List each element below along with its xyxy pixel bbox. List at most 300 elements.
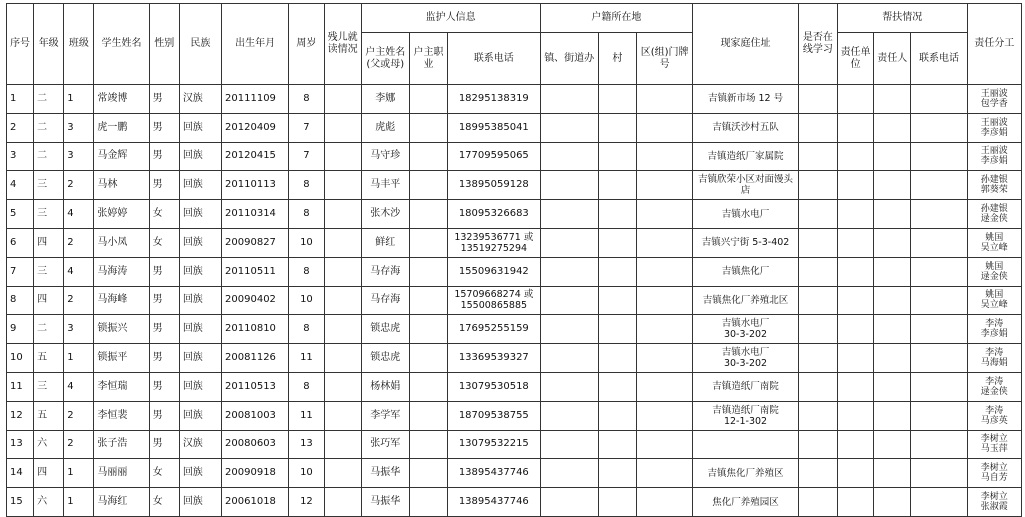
table-row — [7, 459, 1022, 488]
cell-hukou-town — [540, 344, 598, 373]
cell-help-person — [874, 488, 911, 517]
cell-ethnicity: 回族 — [179, 488, 221, 517]
cell-hukou-town — [540, 459, 598, 488]
cell-hukou-town — [540, 430, 598, 459]
cell-guardian-job — [409, 459, 447, 488]
cell-duty-line: 马玉萍 — [980, 444, 1008, 455]
cell-seq: 2 — [7, 113, 34, 142]
cell-birth: 20110810 — [222, 315, 289, 344]
col-ethnicity: 民族 — [179, 4, 221, 85]
cell-ethnicity: 回族 — [179, 459, 221, 488]
cell-address: 吉镇新市场 12 号 — [693, 85, 799, 114]
table-row — [7, 257, 1022, 286]
cell-ethnicity: 汉族 — [179, 430, 221, 459]
cell-hukou-village — [598, 459, 636, 488]
cell-gender: 男 — [149, 286, 179, 315]
cell-duty — [967, 401, 1021, 430]
cell-ethnicity: 回族 — [179, 401, 221, 430]
cell-age: 7 — [289, 113, 324, 142]
cell-name: 马小凤 — [94, 228, 149, 257]
cell-help-person — [874, 286, 911, 315]
cell-guardian-phone: 17695255159 — [448, 315, 540, 344]
table-row — [7, 315, 1022, 344]
cell-disability — [324, 257, 361, 286]
cell-guardian-phone: 13369539327 — [448, 344, 540, 373]
col-guardian-job: 户主职业 — [409, 33, 447, 85]
cell-online — [798, 344, 837, 373]
cell-guardian-job — [409, 228, 447, 257]
table-row — [7, 113, 1022, 142]
cell-help-person — [874, 257, 911, 286]
cell-guardian-job — [409, 430, 447, 459]
cell-duty-line: 李树立 — [980, 463, 1008, 474]
cell-ethnicity: 回族 — [179, 142, 221, 171]
cell-birth: 20090918 — [222, 459, 289, 488]
cell-address: 吉镇欣荣小区对面馒头店 — [693, 171, 799, 200]
cell-hukou-village — [598, 488, 636, 517]
cell-age: 8 — [289, 85, 324, 114]
cell-gender: 男 — [149, 315, 179, 344]
cell-grade: 五 — [34, 401, 64, 430]
cell-age: 10 — [289, 286, 324, 315]
cell-online — [798, 228, 837, 257]
cell-duty-line: 马彦英 — [980, 415, 1008, 426]
cell-disability — [324, 286, 361, 315]
cell-grade: 三 — [34, 171, 64, 200]
cell-hukou-group-no — [637, 286, 693, 315]
cell-guardian-name: 马存海 — [361, 257, 409, 286]
cell-grade: 六 — [34, 430, 64, 459]
cell-help-phone — [911, 430, 967, 459]
cell-disability — [324, 85, 361, 114]
cell-grade: 四 — [34, 228, 64, 257]
cell-disability — [324, 372, 361, 401]
cell-address — [693, 344, 799, 373]
cell-guardian-job — [409, 286, 447, 315]
cell-guardian-phone-line: 13239536771 或 — [454, 231, 534, 243]
table-row — [7, 286, 1022, 315]
cell-seq: 3 — [7, 142, 34, 171]
cell-birth: 20090402 — [222, 286, 289, 315]
cell-guardian-name: 张木沙 — [361, 200, 409, 229]
cell-duty-line: 李树立 — [980, 492, 1008, 503]
cell-class: 4 — [64, 372, 94, 401]
cell-guardian-name: 虎彪 — [361, 113, 409, 142]
cell-duty-line: 李彦娟 — [980, 127, 1008, 138]
cell-hukou-village — [598, 372, 636, 401]
cell-age: 10 — [289, 459, 324, 488]
cell-name: 马丽丽 — [94, 459, 149, 488]
cell-help-unit — [837, 257, 873, 286]
cell-guardian-name: 马存海 — [361, 286, 409, 315]
cell-gender: 女 — [149, 488, 179, 517]
cell-duty — [967, 113, 1021, 142]
cell-hukou-town — [540, 257, 598, 286]
cell-guardian-name: 马丰平 — [361, 171, 409, 200]
cell-duty-line: 姚国 — [985, 261, 1004, 272]
cell-ethnicity: 回族 — [179, 171, 221, 200]
cell-guardian-phone: 15509631942 — [448, 257, 540, 286]
cell-duty-line: 李树立 — [980, 434, 1008, 445]
cell-gender: 男 — [149, 401, 179, 430]
col-hukou-group: 户籍所在地 — [540, 4, 693, 33]
cell-duty-line: 逯金侠 — [980, 386, 1008, 397]
cell-address-line: 12-1-302 — [723, 415, 768, 427]
table-row — [7, 372, 1022, 401]
cell-age: 12 — [289, 488, 324, 517]
cell-ethnicity: 回族 — [179, 286, 221, 315]
cell-help-unit — [837, 459, 873, 488]
cell-address: 吉镇水电厂 — [693, 200, 799, 229]
cell-hukou-village — [598, 200, 636, 229]
col-name: 学生姓名 — [94, 4, 149, 85]
col-birth: 出生年月 — [222, 4, 289, 85]
cell-grade: 三 — [34, 372, 64, 401]
cell-class: 2 — [64, 171, 94, 200]
cell-duty-line: 李彦娟 — [980, 329, 1008, 340]
cell-hukou-group-no — [637, 315, 693, 344]
cell-guardian-job — [409, 344, 447, 373]
cell-guardian-phone: 13895059128 — [448, 171, 540, 200]
cell-help-phone — [911, 459, 967, 488]
cell-hukou-group-no — [637, 344, 693, 373]
cell-age: 8 — [289, 315, 324, 344]
cell-help-person — [874, 344, 911, 373]
cell-birth: 20111109 — [222, 85, 289, 114]
cell-disability — [324, 401, 361, 430]
cell-ethnicity: 回族 — [179, 113, 221, 142]
cell-class: 2 — [64, 228, 94, 257]
cell-hukou-town — [540, 401, 598, 430]
cell-duty-line: 孙建银 — [980, 175, 1008, 186]
cell-address: 焦化厂养殖园区 — [693, 488, 799, 517]
cell-gender: 男 — [149, 344, 179, 373]
cell-seq: 11 — [7, 372, 34, 401]
col-hukou-town: 镇、街道办 — [540, 33, 598, 85]
cell-guardian-phone: 17709595065 — [448, 142, 540, 171]
col-hukou-village: 村 — [598, 33, 636, 85]
cell-help-unit — [837, 488, 873, 517]
cell-address: 吉镇焦化厂养殖北区 — [693, 286, 799, 315]
col-help-group: 帮扶情况 — [837, 4, 967, 33]
cell-guardian-phone: 13895437746 — [448, 488, 540, 517]
cell-help-unit — [837, 430, 873, 459]
cell-address — [693, 315, 799, 344]
cell-guardian-phone — [448, 286, 540, 315]
cell-name: 虎一鹏 — [94, 113, 149, 142]
col-grade: 年级 — [34, 4, 64, 85]
cell-online — [798, 85, 837, 114]
cell-guardian-name: 马振华 — [361, 488, 409, 517]
cell-hukou-town — [540, 228, 598, 257]
cell-duty — [967, 286, 1021, 315]
cell-hukou-town — [540, 372, 598, 401]
cell-duty-line: 吴立峰 — [980, 300, 1008, 311]
cell-seq: 15 — [7, 488, 34, 517]
cell-address: 吉镇焦化厂养殖区 — [693, 459, 799, 488]
cell-disability — [324, 113, 361, 142]
cell-seq: 13 — [7, 430, 34, 459]
cell-seq: 5 — [7, 200, 34, 229]
cell-age: 11 — [289, 344, 324, 373]
cell-help-person — [874, 171, 911, 200]
cell-duty — [967, 142, 1021, 171]
cell-duty-line: 王丽波 — [980, 88, 1008, 99]
cell-help-phone — [911, 200, 967, 229]
cell-address: 吉镇造纸厂南院 — [693, 372, 799, 401]
cell-class: 2 — [64, 401, 94, 430]
cell-class: 4 — [64, 257, 94, 286]
cell-hukou-village — [598, 430, 636, 459]
cell-seq: 4 — [7, 171, 34, 200]
cell-hukou-group-no — [637, 459, 693, 488]
cell-guardian-job — [409, 488, 447, 517]
cell-age: 8 — [289, 372, 324, 401]
cell-help-phone — [911, 286, 967, 315]
cell-duty — [967, 430, 1021, 459]
cell-hukou-group-no — [637, 401, 693, 430]
cell-address-line: 吉镇水电厂 — [721, 347, 770, 359]
cell-hukou-town — [540, 171, 598, 200]
cell-seq: 14 — [7, 459, 34, 488]
cell-birth: 20090827 — [222, 228, 289, 257]
cell-name: 马海峰 — [94, 286, 149, 315]
cell-name: 张子浩 — [94, 430, 149, 459]
col-duty: 责任分工 — [967, 4, 1021, 85]
cell-disability — [324, 344, 361, 373]
cell-online — [798, 113, 837, 142]
table-row — [7, 171, 1022, 200]
cell-help-phone — [911, 171, 967, 200]
cell-help-person — [874, 372, 911, 401]
cell-guardian-name: 李学军 — [361, 401, 409, 430]
cell-gender: 男 — [149, 430, 179, 459]
cell-birth: 20110513 — [222, 372, 289, 401]
cell-hukou-village — [598, 401, 636, 430]
cell-hukou-village — [598, 344, 636, 373]
cell-help-unit — [837, 344, 873, 373]
cell-online — [798, 430, 837, 459]
cell-duty — [967, 459, 1021, 488]
table-header — [7, 4, 1022, 85]
cell-online — [798, 286, 837, 315]
cell-gender: 男 — [149, 372, 179, 401]
cell-duty-line: 马海娟 — [980, 358, 1008, 369]
cell-name: 马海涛 — [94, 257, 149, 286]
cell-hukou-group-no — [637, 85, 693, 114]
cell-guardian-job — [409, 113, 447, 142]
cell-hukou-village — [598, 228, 636, 257]
cell-help-person — [874, 228, 911, 257]
cell-help-person — [874, 315, 911, 344]
cell-help-phone — [911, 372, 967, 401]
cell-hukou-group-no — [637, 113, 693, 142]
cell-duty-line: 张淑霞 — [980, 502, 1008, 513]
col-address: 现家庭住址 — [693, 4, 799, 85]
cell-seq: 9 — [7, 315, 34, 344]
cell-duty-line: 王丽波 — [980, 117, 1008, 128]
cell-guardian-phone-line: 13519275294 — [460, 242, 528, 254]
cell-disability — [324, 228, 361, 257]
cell-guardian-phone: 18995385041 — [448, 113, 540, 142]
cell-hukou-group-no — [637, 142, 693, 171]
cell-name: 马海红 — [94, 488, 149, 517]
col-age: 周岁 — [289, 4, 324, 85]
cell-grade: 二 — [34, 315, 64, 344]
cell-hukou-village — [598, 142, 636, 171]
cell-guardian-job — [409, 372, 447, 401]
cell-grade: 二 — [34, 85, 64, 114]
cell-help-unit — [837, 315, 873, 344]
cell-hukou-village — [598, 113, 636, 142]
cell-hukou-group-no — [637, 372, 693, 401]
cell-guardian-name: 马振华 — [361, 459, 409, 488]
col-disability: 残儿就读情况 — [324, 4, 361, 85]
cell-class: 3 — [64, 315, 94, 344]
cell-ethnicity: 回族 — [179, 257, 221, 286]
cell-hukou-town — [540, 488, 598, 517]
cell-duty-line: 逯金侠 — [980, 271, 1008, 282]
cell-hukou-town — [540, 85, 598, 114]
table-row — [7, 430, 1022, 459]
cell-ethnicity: 回族 — [179, 344, 221, 373]
cell-online — [798, 459, 837, 488]
cell-birth: 20120415 — [222, 142, 289, 171]
cell-name: 锁振兴 — [94, 315, 149, 344]
col-online: 是否在线学习 — [798, 4, 837, 85]
cell-disability — [324, 171, 361, 200]
cell-name: 常竣博 — [94, 85, 149, 114]
cell-hukou-town — [540, 200, 598, 229]
cell-help-phone — [911, 228, 967, 257]
col-help-phone: 联系电话 — [911, 33, 967, 85]
cell-guardian-job — [409, 257, 447, 286]
table-row — [7, 401, 1022, 430]
cell-duty-line: 包学香 — [980, 98, 1008, 109]
cell-online — [798, 315, 837, 344]
cell-duty-line: 李涛 — [985, 319, 1004, 330]
cell-duty-line: 李涛 — [985, 376, 1004, 387]
cell-guardian-name: 杨林娟 — [361, 372, 409, 401]
cell-guardian-name: 马守珍 — [361, 142, 409, 171]
cell-help-phone — [911, 85, 967, 114]
cell-name: 李恒裴 — [94, 401, 149, 430]
cell-hukou-group-no — [637, 488, 693, 517]
cell-age: 7 — [289, 142, 324, 171]
cell-duty — [967, 85, 1021, 114]
cell-help-person — [874, 200, 911, 229]
cell-seq: 12 — [7, 401, 34, 430]
cell-hukou-village — [598, 257, 636, 286]
cell-guardian-job — [409, 315, 447, 344]
cell-grade: 五 — [34, 344, 64, 373]
cell-address-line: 吉镇造纸厂南院 — [712, 404, 779, 416]
cell-help-phone — [911, 344, 967, 373]
cell-online — [798, 488, 837, 517]
cell-duty — [967, 372, 1021, 401]
cell-duty — [967, 228, 1021, 257]
table-row — [7, 344, 1022, 373]
col-gender: 性别 — [149, 4, 179, 85]
cell-address-line: 30-3-202 — [723, 329, 768, 341]
cell-name: 马金辉 — [94, 142, 149, 171]
cell-seq: 8 — [7, 286, 34, 315]
cell-guardian-name: 张巧军 — [361, 430, 409, 459]
cell-hukou-village — [598, 286, 636, 315]
cell-hukou-group-no — [637, 228, 693, 257]
cell-age: 8 — [289, 200, 324, 229]
cell-help-phone — [911, 257, 967, 286]
cell-class: 1 — [64, 488, 94, 517]
cell-birth: 20110314 — [222, 200, 289, 229]
cell-hukou-group-no — [637, 430, 693, 459]
cell-hukou-group-no — [637, 171, 693, 200]
cell-hukou-group-no — [637, 200, 693, 229]
cell-guardian-phone — [448, 228, 540, 257]
cell-duty — [967, 344, 1021, 373]
cell-grade: 三 — [34, 200, 64, 229]
cell-age: 13 — [289, 430, 324, 459]
cell-grade: 二 — [34, 142, 64, 171]
cell-grade: 三 — [34, 257, 64, 286]
cell-help-phone — [911, 488, 967, 517]
cell-guardian-job — [409, 142, 447, 171]
cell-guardian-job — [409, 171, 447, 200]
cell-disability — [324, 200, 361, 229]
cell-help-person — [874, 401, 911, 430]
cell-ethnicity: 回族 — [179, 200, 221, 229]
cell-address-line: 吉镇水电厂 — [721, 318, 770, 330]
cell-help-phone — [911, 113, 967, 142]
cell-duty — [967, 171, 1021, 200]
cell-hukou-town — [540, 113, 598, 142]
cell-gender: 女 — [149, 228, 179, 257]
cell-gender: 女 — [149, 200, 179, 229]
cell-gender: 男 — [149, 113, 179, 142]
cell-guardian-phone: 13895437746 — [448, 459, 540, 488]
cell-address — [693, 430, 799, 459]
cell-duty-line: 吴立峰 — [980, 242, 1008, 253]
cell-class: 1 — [64, 344, 94, 373]
cell-hukou-village — [598, 85, 636, 114]
cell-grade: 四 — [34, 459, 64, 488]
cell-birth: 20110511 — [222, 257, 289, 286]
cell-grade: 四 — [34, 286, 64, 315]
cell-help-person — [874, 142, 911, 171]
cell-age: 10 — [289, 228, 324, 257]
cell-duty — [967, 200, 1021, 229]
cell-birth: 20081003 — [222, 401, 289, 430]
cell-duty-line: 李涛 — [985, 348, 1004, 359]
cell-guardian-phone-line: 15500865885 — [460, 300, 528, 312]
cell-duty-line: 姚国 — [985, 232, 1004, 243]
cell-seq: 1 — [7, 85, 34, 114]
col-guardian-group: 监护人信息 — [361, 4, 540, 33]
cell-class: 2 — [64, 286, 94, 315]
cell-class: 3 — [64, 113, 94, 142]
cell-help-unit — [837, 228, 873, 257]
cell-grade: 六 — [34, 488, 64, 517]
cell-guardian-job — [409, 85, 447, 114]
cell-online — [798, 257, 837, 286]
cell-duty-line: 王丽波 — [980, 146, 1008, 157]
cell-disability — [324, 459, 361, 488]
cell-help-unit — [837, 142, 873, 171]
cell-ethnicity: 回族 — [179, 372, 221, 401]
cell-class: 1 — [64, 85, 94, 114]
cell-address-line: 30-3-202 — [723, 358, 768, 370]
cell-name: 张婷婷 — [94, 200, 149, 229]
